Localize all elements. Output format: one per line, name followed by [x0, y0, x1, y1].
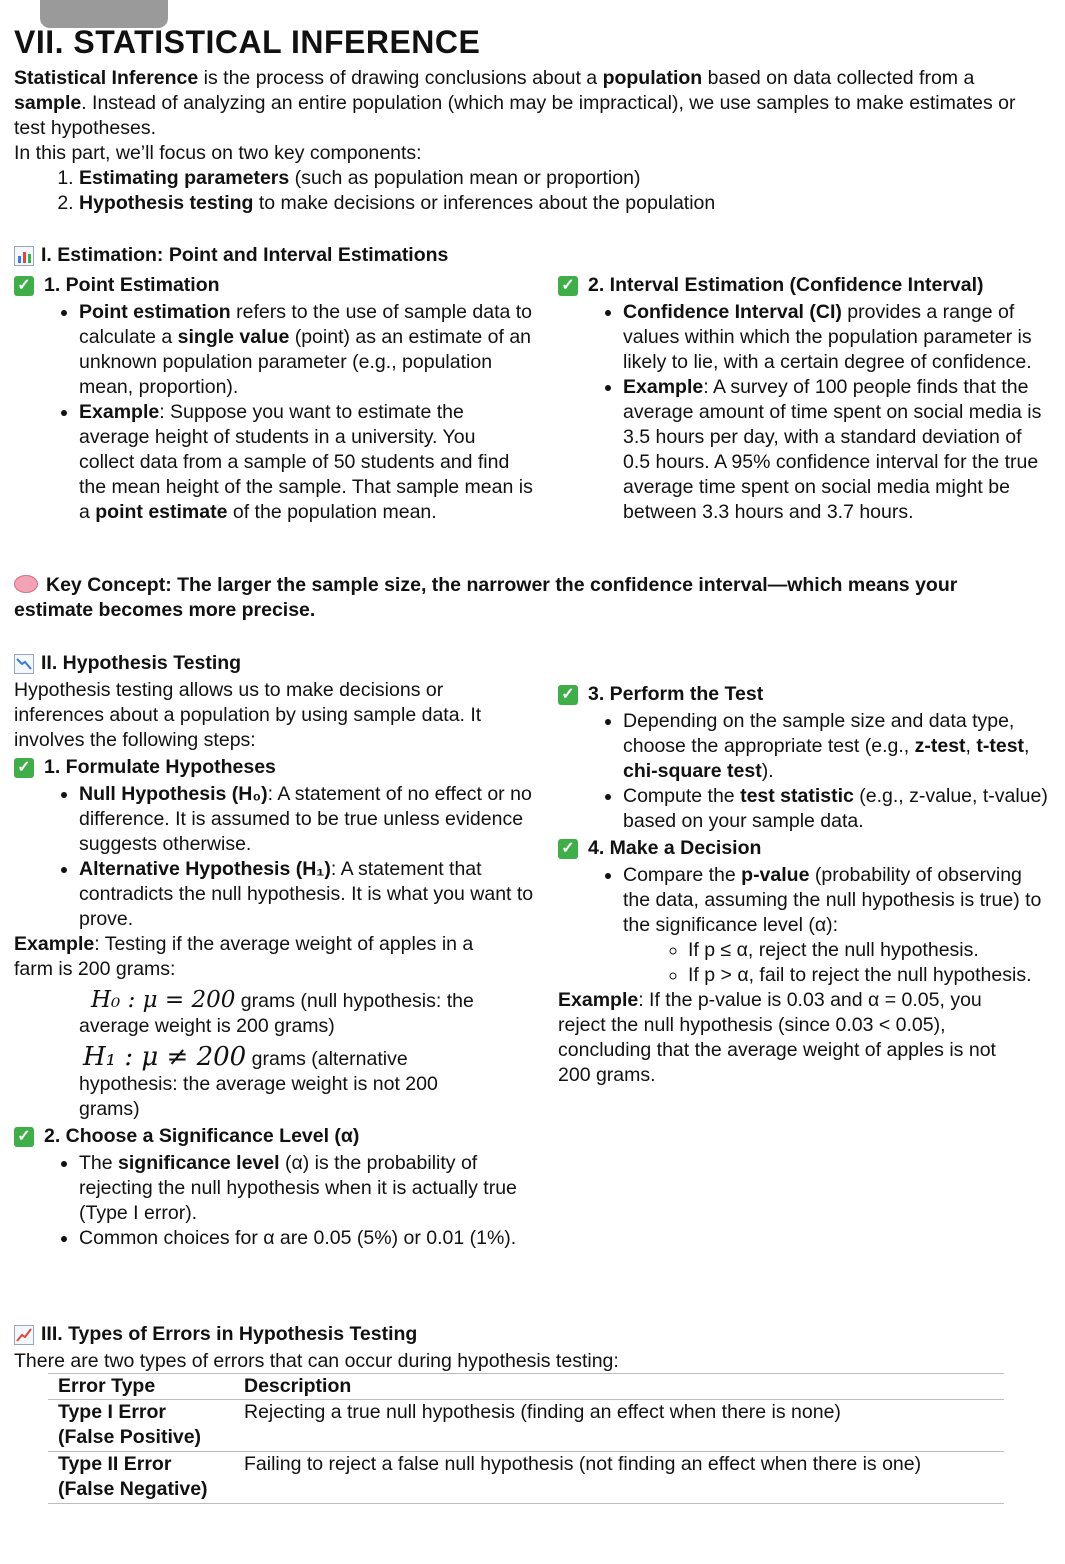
decision-example: Example: If the p-value is 0.03 and α = 0.05, you reject the null hypothesis (since 0.03 < 0.05), concluding that the average weight of apples is not 200 grams. [558, 989, 996, 1086]
make-decision-heading: ✓ 4. Make a Decision [558, 836, 1048, 861]
check-icon: ✓ [14, 758, 34, 778]
intro-list [14, 166, 1034, 216]
check-icon: ✓ [14, 1127, 34, 1147]
list-item: • Example: Suppose you want to estimate the average height of students in a university. You collect data from a sample of 50 students and find the mean height of the sample. That sample mean is a point estimate of the population mean. [79, 400, 534, 525]
null-hypothesis-formula: H₀ : μ = 200 grams (null hypothesis: the average weight is 200 grams) [79, 987, 474, 1037]
chart-increasing-icon [14, 1325, 34, 1345]
list-item: • Compute the test statistic (e.g., z-value, t-value) based on your sample data. [623, 784, 1048, 834]
check-icon: ✓ [558, 276, 578, 296]
check-icon: ✓ [558, 839, 578, 859]
alt-hypothesis-formula: H₁ : μ ≠ 200 grams (alternative hypothesis: the average weight is not 200 grams) [79, 1042, 438, 1120]
bar-chart-icon [14, 246, 34, 266]
column-header: Error Type [48, 1374, 234, 1400]
formulate-hypotheses-heading: ✓ 1. Formulate Hypotheses [14, 755, 534, 780]
intro-section [14, 66, 1034, 216]
interval-estimation-heading: ✓ 2. Interval Estimation (Confidence Interval) [558, 273, 1048, 298]
errors-intro: There are two types of errors that can occur during hypothesis testing: [14, 1350, 619, 1372]
hypothesis-example: Example: Testing if the average weight of apples in a farm is 200 grams: [14, 933, 474, 980]
intro-paragraph: Statistical Inference is the process of drawing conclusions about a population based on data collected from a sample. Instead of analyzing an entire population (which may be impractical), we use samples to make estimates or test hypotheses. [14, 67, 1016, 139]
check-icon: ✓ [14, 276, 34, 296]
list-item: • Point estimation refers to the use of sample data to calculate a single value (point) as an estimate of an unknown population parameter (e.g., population mean, proportion). [79, 300, 534, 400]
chart-decreasing-icon [14, 654, 34, 674]
list-item: • The significance level (α) is the probability of rejecting the null hypothesis when it is actually true (Type I error). [79, 1151, 534, 1226]
page-title: VII. STATISTICAL INFERENCE [14, 24, 481, 60]
check-icon: ✓ [558, 685, 578, 705]
list-item: • Example: A survey of 100 people finds that the average amount of time spent on social media is 3.5 hours per day, with a standard deviation of 0.5 hours. A 95% confidence interval for the true average time spent on social media might be between 3.3 hours and 3.7 hours. [623, 375, 1048, 525]
list-item: • Null Hypothesis (H₀): A statement of no effect or no difference. It is assumed to be true unless evidence suggests otherwise. [79, 782, 534, 857]
table-row [48, 1400, 1004, 1452]
table-row [48, 1452, 1004, 1504]
list-item: • Common choices for α are 0.05 (5%) or 0.01 (1%). [79, 1226, 534, 1251]
hypothesis-intro: Hypothesis testing allows us to make decisions or inferences about a population by using sample data. It involves the following steps: [14, 679, 482, 751]
error-type-cell: Type I Error (False Positive) [48, 1400, 234, 1452]
key-concept: Key Concept: The larger the sample size, the narrower the confidence interval—which means your estimate becomes more precise. [14, 574, 958, 621]
list-item: 1. Estimating parameters (such as population mean or proportion) [79, 166, 1034, 191]
list-item: • Alternative Hypothesis (H₁): A statement that contradicts the null hypothesis. It is what you want to prove. [79, 857, 534, 932]
column-header: Description [234, 1374, 1004, 1400]
errors-table [48, 1373, 1004, 1504]
list-item: ◦ If p ≤ α, reject the null hypothesis. [688, 938, 1048, 963]
significance-level-heading: ✓ 2. Choose a Significance Level (α) [14, 1124, 534, 1149]
estimation-heading: I. Estimation: Point and Interval Estimations [14, 243, 448, 268]
point-estimation-heading: ✓ 1. Point Estimation [14, 273, 534, 298]
error-description-cell: Rejecting a true null hypothesis (finding an effect when there is none) [234, 1400, 1004, 1452]
list-item: 2. Hypothesis testing to make decisions or inferences about the population [79, 191, 1034, 216]
hypothesis-heading: II. Hypothesis Testing [14, 651, 241, 676]
list-item: • Depending on the sample size and data type, choose the appropriate test (e.g., z-test, t-test, chi-square test). [623, 709, 1048, 784]
list-item: • Confidence Interval (CI) provides a range of values within which the population parameter is likely to lie, with a certain degree of confidence. [623, 300, 1048, 375]
list-item: ◦ If p > α, fail to reject the null hypothesis. [688, 963, 1048, 988]
hypothesis-left-column [14, 678, 534, 1251]
error-type-cell: Type II Error (False Negative) [48, 1452, 234, 1504]
errors-heading: III. Types of Errors in Hypothesis Testing [14, 1322, 417, 1347]
list-item: • Compare the p-value (probability of observing the data, assuming the null hypothesis is true) to the significance level (α): ◦ If p ≤ α, reject the null hypothesis. ◦ If p > α, fail to reject the null hypothesis. [623, 863, 1048, 988]
hypothesis-right-column [558, 680, 1048, 1088]
intro-paragraph-2: In this part, we’ll focus on two key components: [14, 142, 422, 164]
brain-icon [14, 575, 38, 593]
error-description-cell: Failing to reject a false null hypothesis (not finding an effect when there is one) [234, 1452, 1004, 1504]
table-header-row [48, 1374, 1004, 1400]
interval-estimation-column [558, 271, 1048, 525]
perform-test-heading: ✓ 3. Perform the Test [558, 682, 1048, 707]
point-estimation-column [14, 271, 534, 525]
